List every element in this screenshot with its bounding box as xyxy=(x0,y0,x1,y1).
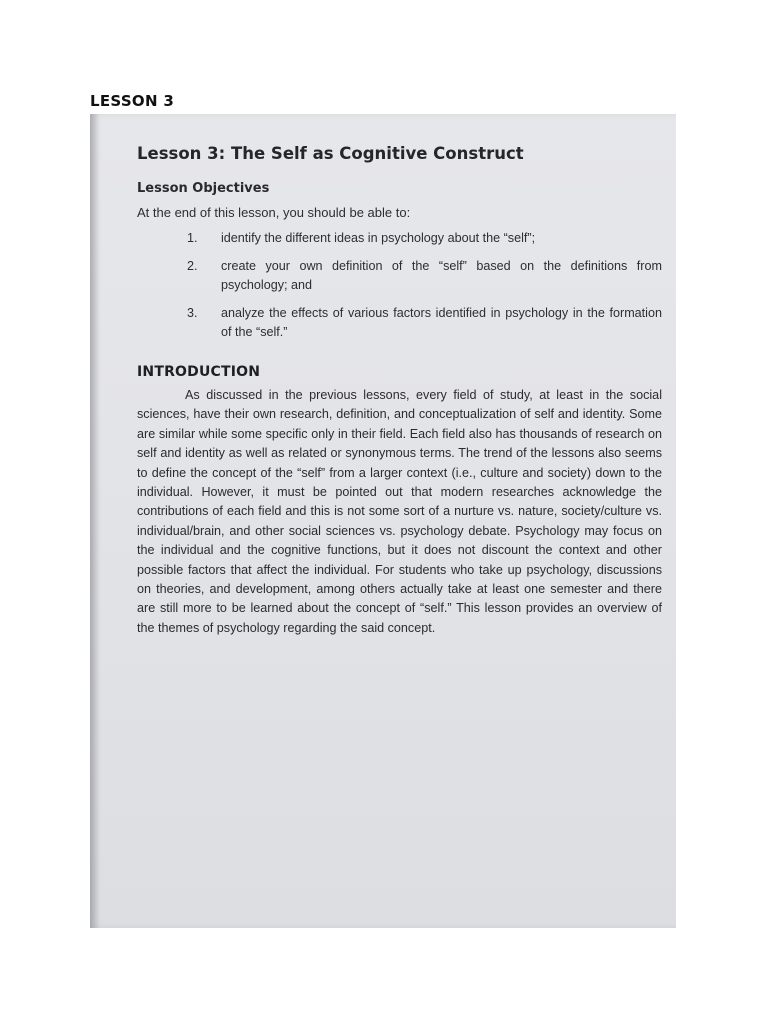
objective-text: identify the different ideas in psychology about the “self”; xyxy=(221,231,536,245)
objective-item xyxy=(137,304,662,342)
objective-item xyxy=(137,257,662,295)
objectives-intro: At the end of this lesson, you should be able to: xyxy=(137,205,411,220)
objectives-heading: Lesson Objectives xyxy=(137,181,270,196)
objective-number: 3. xyxy=(187,306,198,320)
objective-item xyxy=(137,229,662,248)
objective-text: analyze the effects of various factors identified in psychology in the formation of the “self.” xyxy=(221,306,662,339)
lesson-title: Lesson 3: The Self as Cognitive Construct xyxy=(137,144,524,163)
textbook-page-content xyxy=(137,144,662,638)
objective-text: create your own definition of the “self” based on the definitions from psychology; and xyxy=(221,259,662,292)
page-label: LESSON 3 xyxy=(90,92,175,110)
textbook-page-photo xyxy=(90,114,676,928)
objective-number: 1. xyxy=(187,231,198,245)
objective-number: 2. xyxy=(187,259,198,273)
objectives-list xyxy=(137,229,662,342)
introduction-paragraph: As discussed in the previous lessons, every field of study, at least in the social sciences, have their own research, definition, and conceptualization of self and identity. Some are similar while some specific only in their field. Each field also has thousands of research on self and identity as well as related or synonymous terms. The trend of the lessons also seems to define the concept of the “self” from a larger context (i.e., culture and society) down to the individual. However, it must be pointed out that modern researches acknowledge the contributions of each field and this is not some sort of a nurture vs. nature, society/culture vs. individual/brain, and other social sciences vs. psychology debate. Psychology may focus on the individual and the cognitive functions, but it does not discount the context and other possible factors that affect the individual. For students who take up psychology, discussions on theories, and development, among others actually take at least one semester and there are still more to be learned about the concept of “self.” This lesson provides an overview of the themes of psychology regarding the said concept. xyxy=(137,388,662,635)
introduction-heading: INTRODUCTION xyxy=(137,364,261,380)
